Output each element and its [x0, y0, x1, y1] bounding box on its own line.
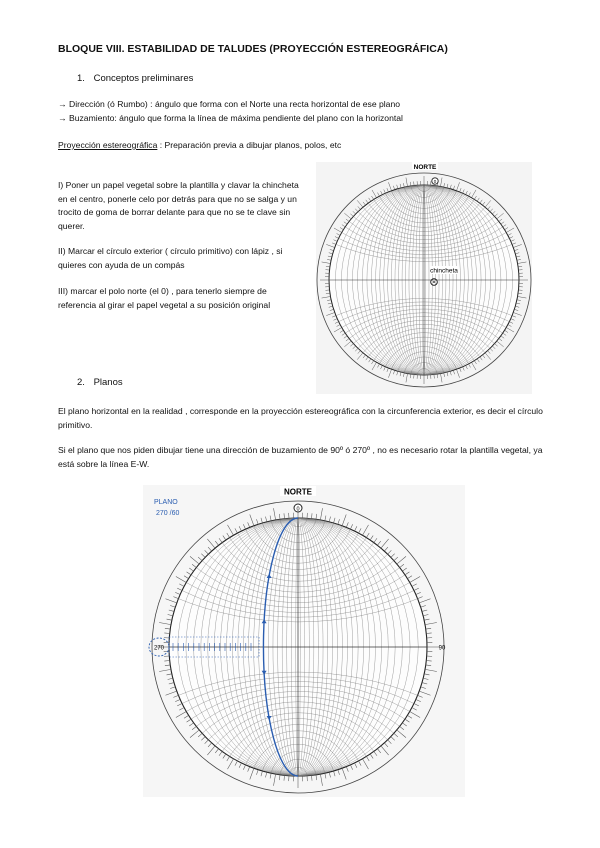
north-label: NORTE — [413, 164, 437, 171]
section-2-number: 2. — [77, 377, 85, 388]
section-1-heading — [77, 73, 193, 84]
plane-label-line2: 270 /60 — [156, 510, 180, 517]
definition-buzamiento: → Buzamiento: ángulo que forma la línea de máxima pendiente del plano con la horizontal — [58, 113, 403, 123]
mark-90-label: 90 — [438, 645, 446, 652]
plane-label-line1: PLANO — [154, 499, 178, 506]
north-label: NORTE — [284, 487, 312, 497]
north-pole-zero: 0 — [296, 506, 300, 513]
projection-text: : Preparación previa a dibujar planos, polos, etc — [157, 140, 342, 150]
mark-270-label: 270 — [153, 645, 165, 652]
paragraph-horizontal-plane: El plano horizontal en la realidad , corresponde en la proyección estereográfica con la circunferencia exterior, es decir el círculo primitivo. — [58, 406, 543, 430]
definition-direccion: → Dirección (ó Rumbo) : ángulo que forma con el Norte una recta horizontal de ese plano — [58, 99, 401, 109]
pin-label: chincheta — [430, 267, 458, 275]
paragraph-ew-line: Si el plano que nos piden dibujar tiene una dirección de buzamiento de 90º ó 270º , no es necesario rotar la plantilla vegetal, ya está sobre la línea E-W. — [58, 445, 543, 469]
step-3: III) marcar el polo norte (el 0) , para tenerlo siempre de referencia al girar el papel vegetal a su posición original — [58, 286, 271, 310]
stereonet-figure-2 — [143, 485, 465, 797]
section-2-label: Planos — [93, 377, 123, 388]
projection-intro — [58, 140, 341, 150]
stereonet-figure-1 — [316, 162, 532, 394]
projection-term: Proyección estereográfica — [58, 140, 158, 150]
step-1: I) Poner un papel vegetal sobre la plantilla y clavar la chincheta en el centro, ponerle celo por detrás para que no se salga y un trocito de goma de borrar delante para que no se te clave sin querer. — [58, 180, 299, 231]
section-2-heading — [77, 377, 123, 388]
north-pole-zero: 0 — [433, 179, 437, 184]
section-1-label: Conceptos preliminares — [93, 73, 194, 84]
page-title: BLOQUE VIII. ESTABILIDAD DE TALUDES (PROYECCIÓN ESTEREOGRÁFICA) — [58, 43, 448, 55]
step-2: II) Marcar el círculo exterior ( círculo primitivo) con lápiz , si quieres con ayuda de un compás — [58, 246, 283, 270]
section-1-number: 1. — [77, 73, 85, 84]
pin-center-dot — [433, 281, 435, 283]
